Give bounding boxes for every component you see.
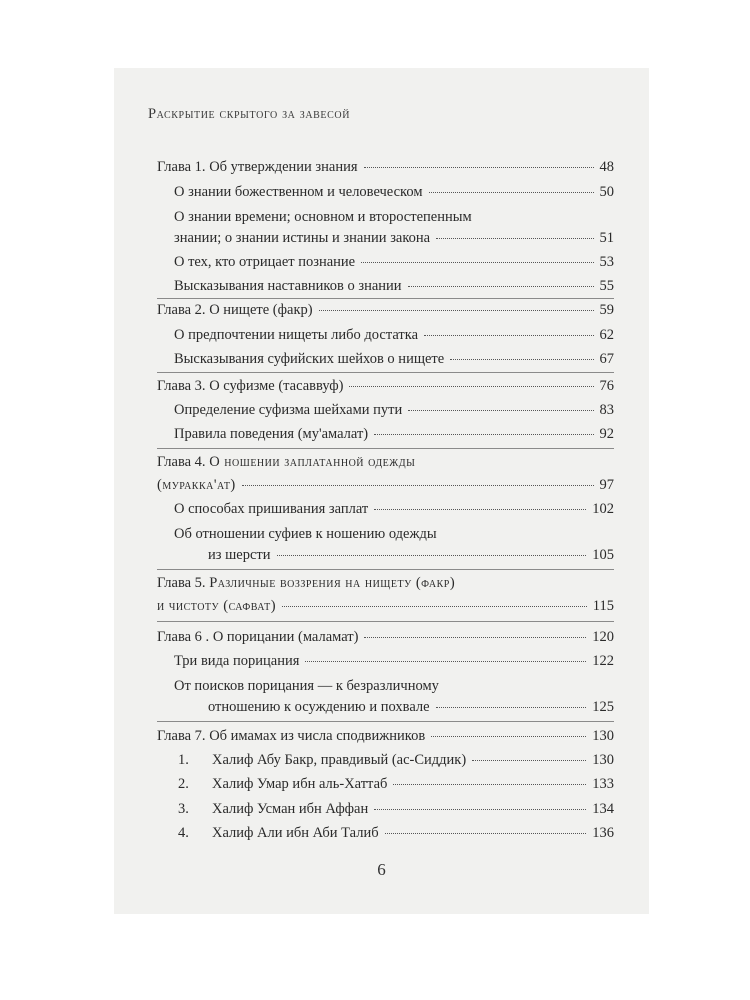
subentry-title-cont: из шерсти <box>208 547 271 563</box>
leader-dots <box>374 509 586 510</box>
leader-dots <box>282 606 587 607</box>
chapter-title: О суфизме (тасаввуф) <box>209 378 344 394</box>
leader-dots <box>361 262 593 263</box>
chapter-title-cont: (муракка'ат) <box>157 477 236 493</box>
chapter-title: Различные воззрения на нищету (факр) <box>209 575 456 591</box>
leader-dots <box>436 238 593 239</box>
subentry-title: Об отношении суфиев к ношению одежды <box>174 526 437 542</box>
page-number: 120 <box>592 629 614 645</box>
chapter-line <box>157 302 614 322</box>
subentry-title: Высказывания наставников о знании <box>174 278 402 294</box>
leader-dots <box>374 434 593 435</box>
page-number: 67 <box>599 351 614 367</box>
item-title: Халиф Абу Бакр, правдивый (ас-Сиддик) <box>212 752 467 768</box>
leader-dots <box>393 784 586 785</box>
chapter-title: О порицании (маламат) <box>212 629 359 645</box>
section-divider <box>157 721 614 722</box>
leader-dots <box>424 335 593 336</box>
chapter-line <box>157 378 614 398</box>
subentry-title: Правила поведения (му'амалат) <box>174 426 369 442</box>
page-number: 53 <box>599 254 614 270</box>
chapter-prefix: Глава 2. <box>157 302 206 318</box>
chapter-line <box>157 454 614 474</box>
leader-dots <box>408 286 594 287</box>
page-number: 55 <box>599 278 614 294</box>
subentry-title: О способах пришивания заплат <box>174 501 369 517</box>
subentry-title: О тех, кто отрицает познание <box>174 254 356 270</box>
leader-dots <box>374 809 586 810</box>
section-divider <box>157 372 614 373</box>
page-number: 59 <box>599 302 614 318</box>
book-page <box>114 68 649 914</box>
page-number: 50 <box>599 184 614 200</box>
page-number: 130 <box>592 728 614 744</box>
leader-dots <box>319 310 594 311</box>
section-divider <box>157 569 614 570</box>
leader-dots <box>277 555 587 556</box>
page-number: 130 <box>592 752 614 768</box>
chapter-title: Об утверждении знания <box>209 159 358 175</box>
subentry-title: Высказывания суфийских шейхов о нищете <box>174 351 445 367</box>
item-number: 1. <box>178 752 189 768</box>
page-number: 125 <box>592 699 614 715</box>
section-divider <box>157 621 614 622</box>
subentry-title-cont: знании; о знании истины и знании закона <box>174 230 431 246</box>
leader-dots <box>431 736 586 737</box>
leader-dots <box>242 485 594 486</box>
chapter-prefix: Глава 4. <box>157 454 206 470</box>
item-title: Халиф Усман ибн Аффан <box>212 801 369 817</box>
item-title: Халиф Умар ибн аль-Хаттаб <box>212 776 388 792</box>
page-number: 133 <box>592 776 614 792</box>
page-number: 102 <box>592 501 614 517</box>
leader-dots <box>305 661 586 662</box>
page-number: 97 <box>599 477 614 493</box>
chapter-title: Об имамах из числа сподвижников <box>209 728 426 744</box>
leader-dots <box>450 359 593 360</box>
subentry-title: Три вида порицания <box>174 653 300 669</box>
chapter-title-cont: и чистоту (сафват) <box>157 598 277 614</box>
subentry-title: О знании божественном и человеческом <box>174 184 423 200</box>
chapter-prefix: Глава 7. <box>157 728 206 744</box>
chapter-prefix: Глава 3. <box>157 378 206 394</box>
page-number: 92 <box>599 426 614 442</box>
running-head: Раскрытие скрытого за завесой <box>148 106 351 122</box>
leader-dots <box>436 707 587 708</box>
item-title: Халиф Али ибн Аби Талиб <box>212 825 379 841</box>
leader-dots <box>364 167 594 168</box>
leader-dots <box>385 833 587 834</box>
page-number: 48 <box>599 159 614 175</box>
subentry-title: От поисков порицания — к безразличному <box>174 678 439 694</box>
page-folio: 6 <box>377 860 386 879</box>
page-number: 122 <box>592 653 614 669</box>
section-divider <box>157 448 614 449</box>
leader-dots <box>429 192 594 193</box>
leader-dots <box>349 386 593 387</box>
item-number: 2. <box>178 776 189 792</box>
chapter-title: О ношении заплатанной одежды <box>209 454 416 470</box>
page-number: 105 <box>592 547 614 563</box>
page-number: 134 <box>592 801 614 817</box>
page-number: 83 <box>599 402 614 418</box>
leader-dots <box>364 637 586 638</box>
subentry-title: О предпочтении нищеты либо достатка <box>174 327 419 343</box>
page-number: 136 <box>592 825 614 841</box>
item-number: 3. <box>178 801 189 817</box>
leader-dots <box>472 760 586 761</box>
leader-dots <box>408 410 593 411</box>
chapter-line <box>157 728 614 748</box>
chapter-prefix: Глава 5. <box>157 575 206 591</box>
page-number: 76 <box>599 378 614 394</box>
subentry-title: Определение суфизма шейхами пути <box>174 402 403 418</box>
chapter-title: О нищете (факр) <box>209 302 313 318</box>
chapter-line <box>157 629 614 649</box>
item-number: 4. <box>178 825 189 841</box>
page-number: 62 <box>599 327 614 343</box>
chapter-prefix: Глава 1. <box>157 159 206 175</box>
subentry-title-cont: отношению к осуждению и похвале <box>208 699 430 715</box>
page-number: 115 <box>592 598 614 614</box>
chapter-line <box>157 575 614 595</box>
chapter-prefix: Глава 6 . <box>157 629 210 645</box>
subentry-title: О знании времени; основном и второстепенным <box>174 209 472 225</box>
chapter-line <box>157 159 614 179</box>
section-divider <box>157 298 614 299</box>
page-number: 51 <box>599 230 614 246</box>
